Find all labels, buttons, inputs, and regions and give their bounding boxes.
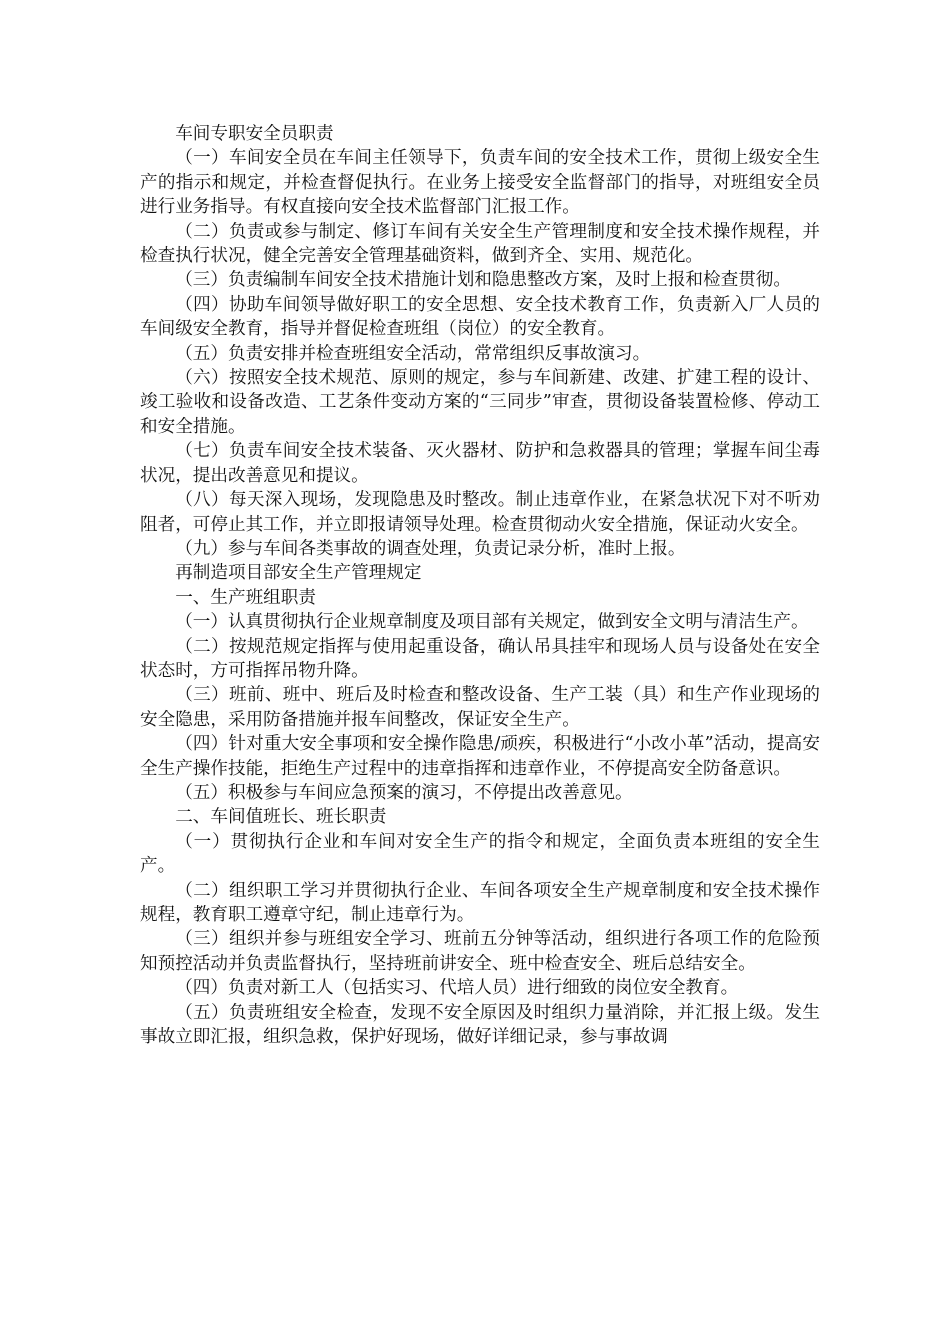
paragraph: （二）按规范规定指挥与使用起重设备，确认吊具挂牢和现场人员与设备处在安全状态时，方可指挥吊物升降。: [140, 636, 820, 681]
paragraph: （五）负责班组安全检查，发现不安全原因及时组织力量消除，并汇报上级。发生事故立即汇报，组织急救，保护好现场，做好详细记录，参与事故调: [140, 1002, 820, 1048]
section-title: 再制造项目部安全生产管理规定: [175, 563, 422, 584]
paragraph: （九）参与车间各类事故的调查处理，负责记录分析，准时上报。: [175, 538, 686, 559]
paragraph: （五）负责安排并检查班组安全活动，常常组织反事故演习。: [175, 343, 651, 364]
paragraph: （七）负责车间安全技术装备、灭火器材、防护和急救器具的管理；掌握车间尘毒状况，提出改善意见和提议。: [140, 441, 820, 486]
paragraph: （三）负责编制车间安全技术措施计划和隐患整改方案，及时上报和检查贯彻。: [175, 270, 791, 291]
section-title: 车间专职安全员职责: [175, 124, 334, 144]
paragraph: （三）班前、班中、班后及时检查和整改设备、生产工装（具）和生产作业现场的安全隐患，采用防备措施并报车间整改，保证安全生产。: [140, 685, 820, 730]
paragraph: （一）贯彻执行企业和车间对安全生产的指令和规定，全面负责本班组的安全生产。: [140, 831, 820, 877]
paragraph: （四）协助车间领导做好职工的安全思想、安全技术教育工作，负责新入厂人员的车间级安全教育，指导并督促检查班组（岗位）的安全教育。: [140, 294, 820, 340]
paragraph: （三）组织并参与班组安全学习、班前五分钟等活动，组织进行各项工作的危险预知预控活动并负责监督执行，坚持班前讲安全、班中检查安全、班后总结安全。: [140, 929, 820, 974]
paragraph: （一）认真贯彻执行企业规章制度及项目部有关规定，做到安全文明与清洁生产。: [175, 612, 809, 633]
paragraph: （四）负责对新工人（包括实习、代培人员）进行细致的岗位安全教育。: [175, 978, 739, 999]
section-heading: 二、车间值班长、班长职责: [175, 807, 387, 828]
document-body: [140, 122, 820, 1049]
section-heading: 一、生产班组职责: [175, 587, 316, 608]
paragraph: （六）按照安全技术规范、原则的规定，参与车间新建、改建、扩建工程的设计、竣工验收和设备改造、工艺条件变动方案的“三同步”审查，贯彻设备装置检修、停动工和安全措施。: [140, 368, 820, 437]
paragraph: （八）每天深入现场，发现隐患及时整改。制止违章作业，在紧急状况下对不听劝阻者，可停止其工作，并立即报请领导处理。检查贯彻动火安全措施，保证动火安全。: [140, 490, 820, 535]
paragraph: （二）组织职工学习并贯彻执行企业、车间各项安全生产规章制度和安全技术操作规程，教育职工遵章守纪，制止违章行为。: [140, 880, 820, 925]
paragraph: （一）车间安全员在车间主任领导下，负责车间的安全技术工作，贯彻上级安全生产的指示和规定，并检查督促执行。在业务上接受安全监督部门的指导，对班组安全员进行业务指导。有权直接向安全技术监督部门汇报工作。: [140, 148, 820, 218]
paragraph: （五）积极参与车间应急预案的演习，不停提出改善意见。: [175, 782, 633, 803]
paragraph: （四）针对重大安全事项和安全操作隐患/顽疾，积极进行“小改小革”活动，提高安全生产操作技能，拒绝生产过程中的违章指挥和违章作业，不停提高安全防备意识。: [140, 734, 820, 779]
paragraph: （二）负责或参与制定、修订车间有关安全生产管理制度和安全技术操作规程，并检查执行状况，健全完善安全管理基础资料，做到齐全、实用、规范化。: [140, 221, 820, 267]
